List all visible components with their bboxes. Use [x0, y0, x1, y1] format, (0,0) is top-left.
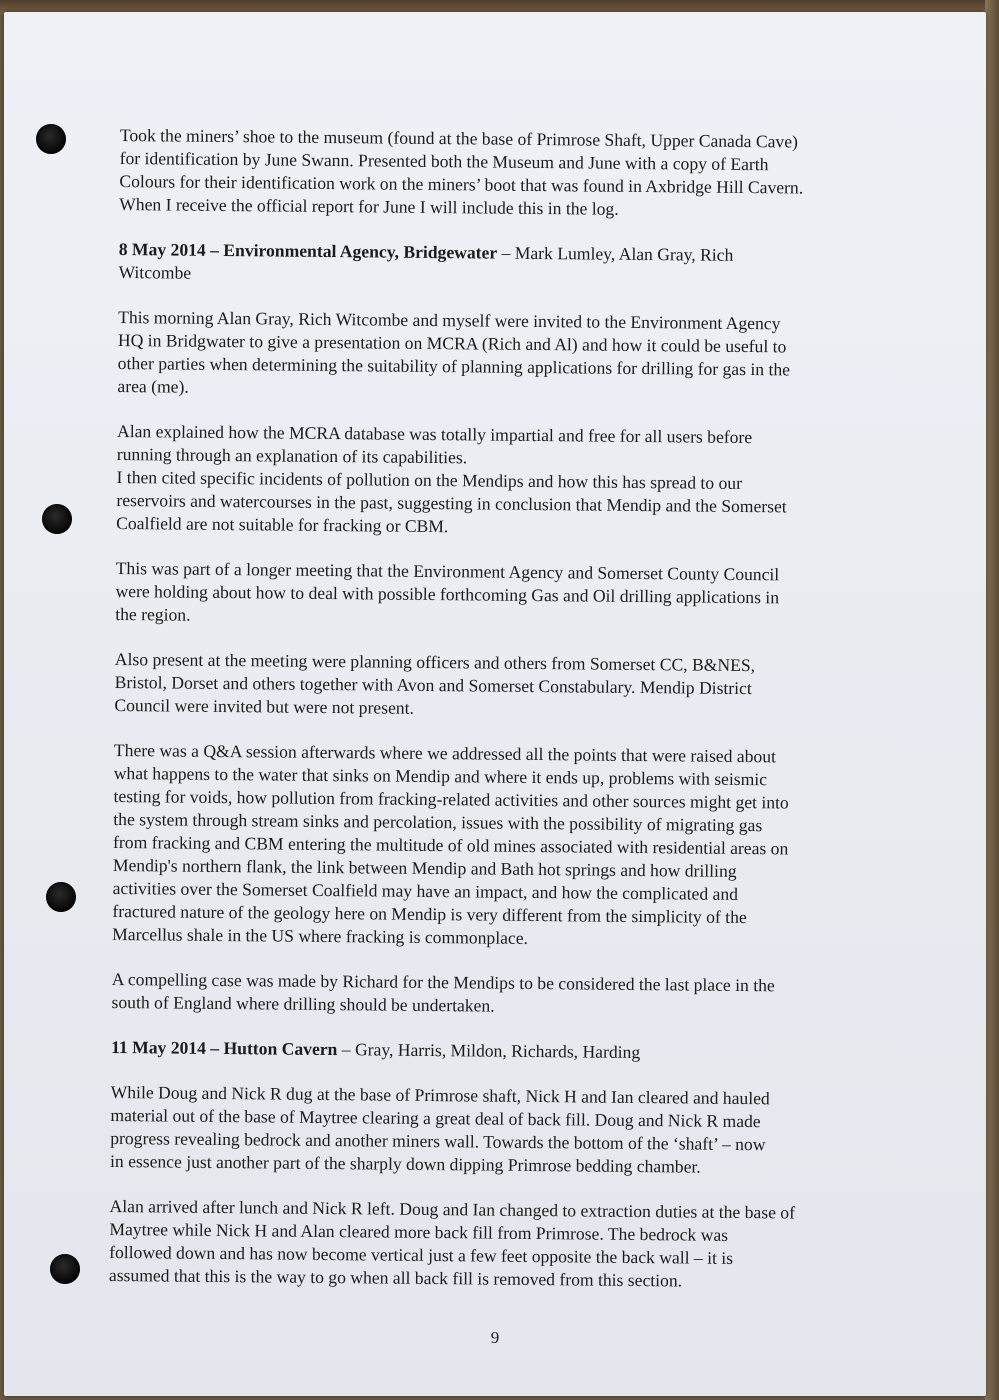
text-line: running through an explanation of its capabilities. — [116, 443, 468, 468]
paragraph — [116, 420, 891, 542]
text-line: for identification by June Swann. Presented both the Museum and June with a copy of Earth — [119, 147, 769, 175]
text-line: were holding about how to deal with possible forthcoming Gas and Oil drilling applications in — [115, 580, 780, 608]
text-line: fractured nature of the geology here on Mendip is very different from the simplicity of the — [112, 900, 747, 928]
punch-hole — [36, 124, 66, 154]
text-line: Also present at the meeting were planning officers and others from Somerset CC, B&NES, — [114, 648, 756, 676]
text-line: Marcellus shale in the US where fracking is commonplace. — [112, 923, 529, 948]
text-line: material out of the base of Maytree clearing a great deal of back fill. Doug and Nick R made — [110, 1104, 761, 1132]
text-line: This morning Alan Gray, Rich Witcombe and myself were invited to the Environment Agency — [118, 306, 781, 334]
text-line: This was part of a longer meeting that the Environment Agency and Somerset County Council — [115, 557, 780, 585]
text-line: reservoirs and watercourses in the past, suggesting in conclusion that Mendip and the Somerset — [116, 489, 787, 517]
text-line: from fracking and CBM entering the multitude of old mines associated with residential areas on — [113, 831, 789, 859]
paragraph — [117, 306, 892, 405]
text-line: what happens to the water that sinks on Mendip and where it ends up, problems with seismic — [113, 762, 768, 790]
text-line: followed down and has now become vertical just a few feet opposite the back wall – it is — [109, 1241, 734, 1268]
log-text — [109, 124, 894, 1316]
text-line: Maytree while Nick H and Alan cleared more back fill from Primrose. The bedrock was — [109, 1218, 729, 1245]
text-line: activities over the Somerset Coalfield may have an impact, and how the complicated and — [112, 877, 739, 904]
table-surface-right — [985, 0, 999, 1400]
paragraph — [115, 557, 890, 633]
text-line: Bristol, Dorset and others together with Avon and Somerset Constabulary. Mendip District — [114, 671, 752, 699]
entry-heading — [118, 238, 892, 291]
paragraph — [110, 1081, 885, 1180]
entry-date-title: 8 May 2014 – Environmental Agency, Bridgewater — [118, 238, 498, 263]
punch-hole — [46, 882, 76, 912]
text-line: When I receive the official report for June I will include this in the log. — [119, 193, 619, 219]
text-line: Council were invited but were not present. — [114, 694, 415, 718]
text-line: the system through stream sinks and percolation, issues with the possibility of migrating gas — [113, 808, 763, 836]
text-line: other parties when determining the suitability of planning applications for drilling for gas in the — [117, 352, 791, 380]
paragraph — [111, 968, 885, 1021]
text-line: There was a Q&A session afterwards where we addressed all the points that were raised about — [113, 739, 777, 767]
punch-hole — [50, 1254, 80, 1284]
text-line: progress revealing bedrock and another miners wall. Towards the bottom of the ‘shaft’ – now — [110, 1127, 766, 1155]
page-number: 9 — [490, 1328, 500, 1347]
text-line: south of England where drilling should be undertaken. — [111, 991, 495, 1016]
text-line: Alan arrived after lunch and Nick R left. Doug and Ian changed to extraction duties at the base of — [109, 1195, 796, 1223]
text-line: I then cited specific incidents of pollution on the Mendips and how this has spread to our — [116, 466, 743, 493]
paragraph — [114, 648, 889, 724]
paragraph — [112, 739, 888, 953]
text-line: area (me). — [117, 375, 189, 397]
entry-date-title: 11 May 2014 – Hutton Cavern — [111, 1036, 338, 1060]
paragraph — [109, 1195, 884, 1294]
text-line: assumed that this is the way to go when all back fill is removed from this section. — [108, 1264, 683, 1291]
text-line: Coalfield are not suitable for fracking or CBM. — [116, 512, 449, 537]
punch-hole — [42, 504, 72, 534]
text-line: HQ in Bridgwater to give a presentation on MCRA (Rich and Al) and how it could be useful to — [117, 329, 787, 357]
text-line: While Doug and Nick R dug at the base of Primrose shaft, Nick H and Ian cleared and hauled — [110, 1081, 770, 1109]
text-line: Colours for their identification work on the miners’ boot that was found in Axbridge Hill Cavern. — [119, 170, 804, 198]
text-line: testing for voids, how pollution from fracking-related activities and other sources might get into — [113, 785, 789, 813]
paper-sheet — [4, 12, 986, 1396]
text-line: in essence just another part of the sharply down dipping Primrose bedding chamber. — [109, 1150, 701, 1177]
text-line: the region. — [115, 603, 191, 625]
entry-attendees: – Gray, Harris, Mildon, Richards, Harding — [337, 1039, 641, 1063]
entry-attendees: – Mark Lumley, Alan Gray, Rich — [497, 242, 734, 265]
heading-line — [111, 1036, 885, 1066]
text-line: A compelling case was made by Richard for the Mendips to be considered the last place in the — [111, 968, 775, 996]
entry-heading — [111, 1036, 885, 1066]
entry-attendees-continued: Witcombe — [118, 261, 192, 283]
text-line: Took the miners’ shoe to the museum (found at the base of Primrose Shaft, Upper Canada Cave) — [119, 124, 799, 152]
text-line: Alan explained how the MCRA database was totally impartial and free for all users before — [116, 420, 753, 448]
text-line: Mendip's northern flank, the link between Mendip and Bath hot springs and how drilling — [112, 854, 737, 881]
paragraph — [119, 124, 894, 223]
